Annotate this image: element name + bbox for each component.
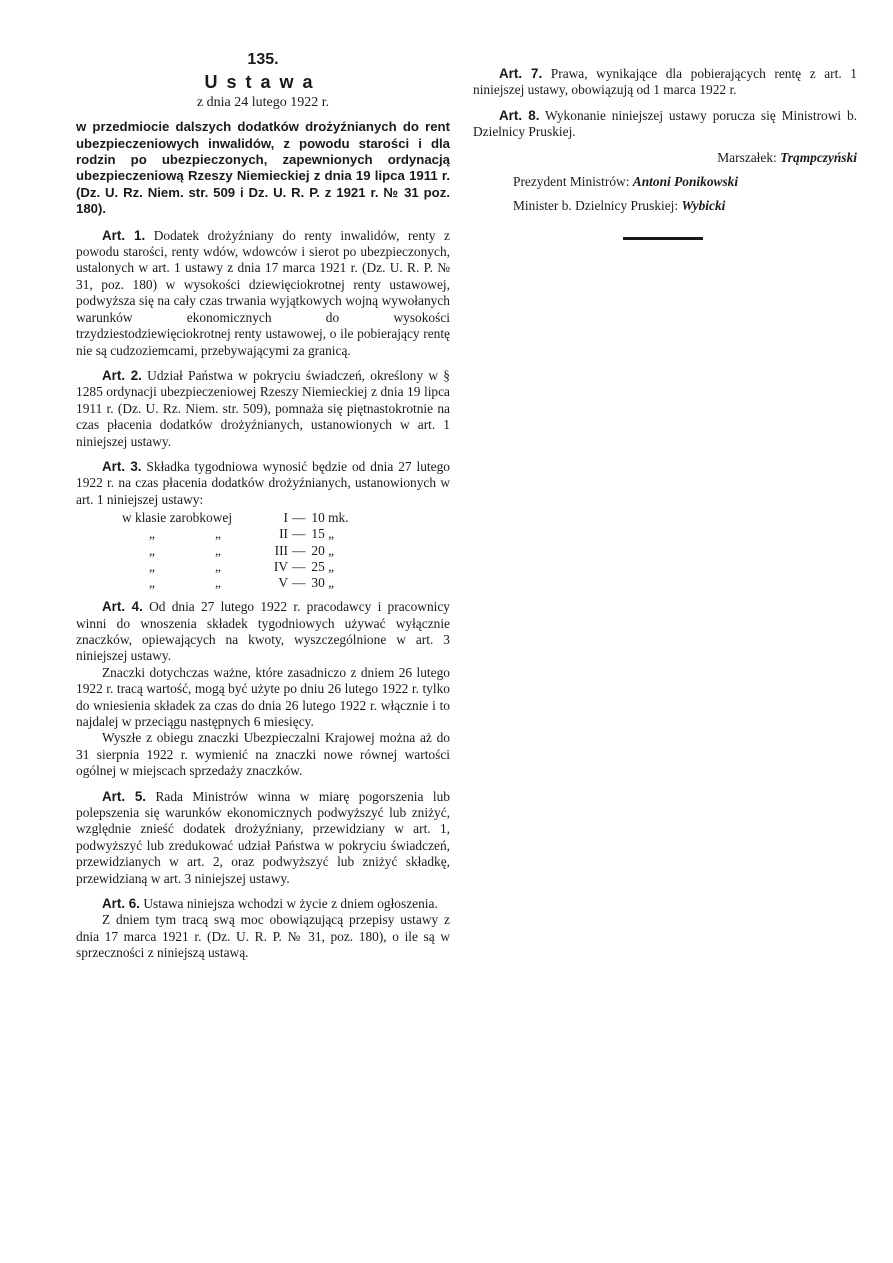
right-column [473,66,857,240]
dash-cell: — [292,574,306,590]
class-cell: V [278,574,288,590]
act-number: 135. [247,51,279,68]
signature-name: Antoni Ponikowski [632,174,739,190]
amount-cell: 15 „ [311,526,335,542]
class-cell: IV [273,558,288,574]
article-4-paragraph-2: Znaczki dotychczas ważne, które zasadniczo z dniem 26 lutego 1922 r. tracą wartość, mogą być użyte po dniu 26 lutego 1922 r. tylko do wniesienia składek za czas do dnia 26 lutego 1922 r. włącznie i to najdalej w przeciągu następnych 6 miesięcy. [76,664,450,730]
article-label: Art. 3. [102,458,142,474]
left-column [76,52,450,971]
dash-cell: — [292,526,306,542]
article-8 [473,108,857,141]
article-text: Ustawa niniejsza wchodzi w życie z dniem ogłoszenia. [143,896,438,912]
signature-marshal [473,150,857,166]
amount-cell: 10 mk. [311,510,349,526]
article-6 [76,896,450,912]
amount-cell: 25 „ [311,558,335,574]
ditto-cell: „ [149,574,155,590]
dash-cell: — [292,558,306,574]
article-1 [76,228,450,359]
signature-name: Wybicki [681,198,726,214]
article-text: Udział Państwa w pokryciu świadczeń, określony w § 1285 ordynacji ubezpieczeniowej Rzeszy Niemieckiej z dnia 19 lipca 1911 r. (Dz. U. Rz. Niem. str. 509), pomnaża się piętnastokrotnie na czas płacenia dodatków drożyźnianych, ustanowionych w art. 1 niniejszej ustawy. [76,367,450,449]
table-row [122,510,373,526]
ditto-cell: „ [215,526,221,542]
signature-label: Marszałek: [717,149,777,165]
article-label: Art. 8. [499,107,540,123]
ditto-cell: „ [149,542,155,558]
act-title: Ustawa [204,72,322,93]
act-date: z dnia 24 lutego 1922 r. [196,94,330,110]
signature-label: Minister b. Dzielnicy Pruskiej: [513,198,679,214]
table-row [122,559,373,575]
table-prefix: w klasie zarobkowej [122,510,233,526]
ditto-cell: „ [215,542,221,558]
end-rule [623,237,703,240]
signature-prime-minister [513,174,857,190]
table-row [122,575,373,591]
dash-cell: — [292,510,306,526]
article-7 [473,66,857,99]
article-label: Art. 7. [499,66,543,81]
article-label: Art. 2. [102,367,142,383]
article-label: Art. 1. [102,227,146,243]
signature-label: Prezydent Ministrów: [513,174,630,190]
class-cell: II [279,526,288,542]
article-text: Wykonanie niniejszej ustawy porucza się Ministrowi b. Dzielnicy Pruskiej. [473,107,857,140]
article-label: Art. 5. [102,788,147,804]
act-subject: w przedmiocie dalszych dodatków drożyźnianych do rent ubezpieczeniowych inwalidów, z powodu starości i dla rodzin po ubezpieczonych, zapewnionych ordynacją ubezpieczeniową Rzeszy Niemieckiej z dnia 19 lipca 1911 r. (Dz. U. Rz. Niem. str. 509 i Dz. U. R. P. z 1921 r. № 31 poz. 180). [76,119,450,217]
article-text: Dodatek drożyźniany do renty inwalidów, renty z powodu starości, renty wdów, wdowców i sierot po ubezpieczonych, ustalonych w art. 1 ustawy z dnia 17 marca 1921 r. (Dz. U. R. P. № 31, poz. 180) w wysokości dziewięciokrotnej renty ustawowej, podwyższa się na cały czas trwania wyjątkowych wojną wywołanych warunków ekonomicznych do wysokości trzydziestodziewięciokrotnej renty ustawowej, o ile pobierający rentę nie są cudzoziemcami, przebywającymi za granicą. [76,227,450,358]
article-text: Składka tygodniowa wynosić będzie od dnia 27 lutego 1922 r. na czas płacenia dodatków drożyźnianych, ustanowionych w art. 1 niniejszej ustawy: [76,458,450,507]
ditto-cell: „ [215,574,221,590]
article-4-paragraph-3: Wyszłe z obiegu znaczki Ubezpieczalni Krajowej można aż do 31 sierpnia 1922 r. wymienić na znaczki nowe równej wartości ogólnej w miejscach sprzedaży znaczków. [76,730,450,779]
article-label: Art. 4. [102,599,143,615]
ditto-cell: „ [215,558,221,574]
article-3 [76,459,450,508]
table-row [122,526,373,542]
article-text: Od dnia 27 lutego 1922 r. pracodawcy i pracownicy winni do wnoszenia składek tygodniowych używać wyłącznie znaczków, opiewających na kwoty, wyszczególnione w art. 3 niniejszej ustawy. [76,599,450,664]
article-text: Prawa, wynikające dla pobierających rentę z art. 1 niniejszej ustawy, obowiązują od 1 marca 1922 r. [473,66,857,98]
article-2 [76,368,450,450]
article-5 [76,789,450,887]
amount-cell: 20 „ [311,542,335,558]
table-row [122,543,373,559]
contribution-table [122,510,373,591]
class-cell: III [274,542,288,558]
class-cell: I [283,510,288,526]
signature-minister [513,198,857,214]
article-6-paragraph-2: Z dniem tym tracą swą moc obowiązującą przepisy ustawy z dnia 17 marca 1921 r. (Dz. U. R. P. № 31, poz. 180), o ile są w sprzeczności z niniejszą ustawą. [76,912,450,961]
article-4 [76,599,450,665]
ditto-cell: „ [149,526,155,542]
article-text: Rada Ministrów winna w miarę pogorszenia lub polepszenia się warunków ekonomicznych podwyższyć lub zniżyć, względnie znieść dodatek drożyźniany, przewidziany w art. 1, podwyższyć lub zredukować udział Państwa w pokryciu świadczeń, przewidzianych w art. 2, oraz podwyższyć lub zniżyć składkę, przewidzianą w art. 3 niniejszej ustawy. [76,788,450,886]
article-label: Art. 6. [102,896,140,912]
dash-cell: — [292,542,306,558]
ditto-cell: „ [149,558,155,574]
amount-cell: 30 „ [311,574,335,590]
signature-name: Trąmpczyński [780,149,857,165]
